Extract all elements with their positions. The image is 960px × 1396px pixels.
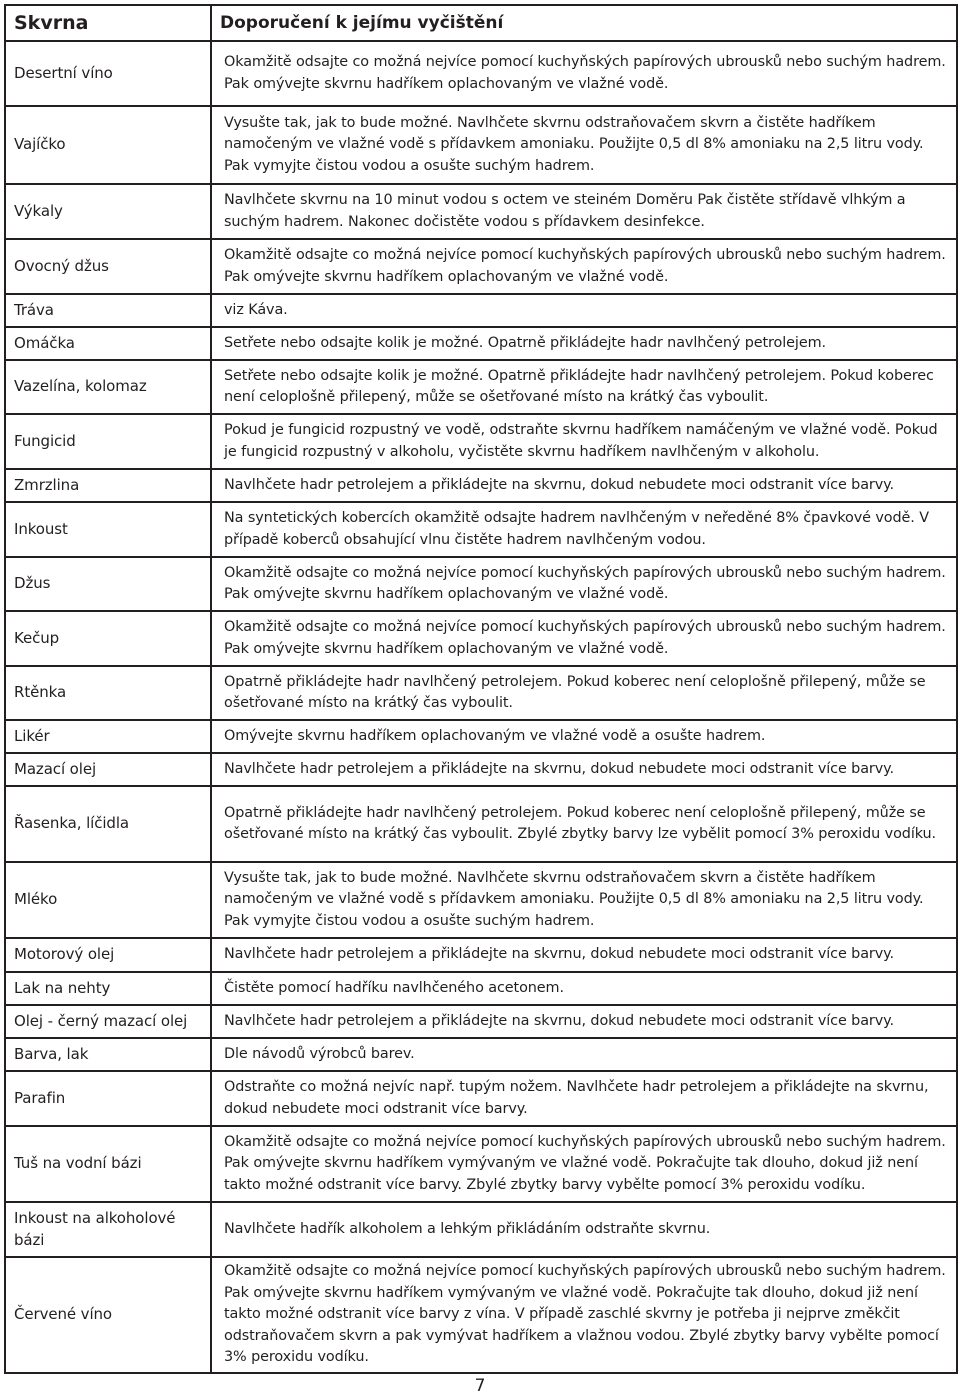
stain-name: Ovocný džus	[5, 239, 211, 294]
stain-advice: Pokud je fungicid rozpustný ve vodě, odstraňte skvrnu hadříkem namáčeným ve vlažné vodě. Pokud je fungicid rozpustný v alkoholu, vyčistěte skvrnu hadříkem navlhčeným v alkoholu.	[211, 414, 957, 469]
stain-advice: Omývejte skvrnu hadříkem oplachovaným ve vlažné vodě a osušte hadrem.	[211, 720, 957, 753]
table-row	[5, 666, 957, 720]
stain-name: Vajíčko	[5, 106, 211, 184]
stain-advice: Odstraňte co možná nejvíc např. tupým nožem. Navlhčete hadr petrolejem a přikládejte na skvrnu, dokud nebudete moci odstranit více barvy.	[211, 1071, 957, 1126]
stain-name: Tuš na vodní bázi	[5, 1126, 211, 1202]
table-row	[5, 557, 957, 611]
header-advice: Doporučení k jejímu vyčištění	[211, 5, 957, 41]
stain-advice: Okamžitě odsajte co možná nejvíce pomocí kuchyňských papírových ubrousků nebo suchým hadrem. Pak omývejte skvrnu hadříkem oplachovaným ve vlažné vodě.	[211, 239, 957, 294]
table-row	[5, 1005, 957, 1038]
table-row	[5, 1257, 957, 1373]
stain-advice: Okamžitě odsajte co možná nejvíce pomocí kuchyňských papírových ubrousků nebo suchým hadrem. Pak omývejte skvrnu hadříkem oplachovaným ve vlažné vodě.	[211, 41, 957, 106]
stain-advice: Setřete nebo odsajte kolik je možné. Opatrně přikládejte hadr navlhčený petrolejem.	[211, 327, 957, 360]
stain-name: Fungicid	[5, 414, 211, 469]
stain-name: Vazelína, kolomaz	[5, 360, 211, 414]
stain-name: Lak na nehty	[5, 972, 211, 1005]
stain-name: Kečup	[5, 611, 211, 666]
table-row	[5, 786, 957, 862]
stain-name: Inkoust na alkoholové bázi	[5, 1202, 211, 1257]
table-body	[5, 41, 957, 1373]
table-row	[5, 753, 957, 786]
stain-name: Červené víno	[5, 1257, 211, 1373]
table-row	[5, 938, 957, 972]
stain-advice: Navlhčete skvrnu na 10 minut vodou s octem ve steiném Doměru Pak čistěte střídavě vlhkým a suchým hadrem. Nakonec dočistěte vodou s přídavkem desinfekce.	[211, 184, 957, 239]
table-row	[5, 239, 957, 294]
stain-advice: Navlhčete hadr petrolejem a přikládejte na skvrnu, dokud nebudete moci odstranit více barvy.	[211, 469, 957, 502]
table-row	[5, 1038, 957, 1071]
page-number: 7	[474, 1376, 486, 1396]
stain-name: Likér	[5, 720, 211, 753]
table-row	[5, 862, 957, 938]
table-row	[5, 106, 957, 184]
stain-name: Inkoust	[5, 502, 211, 557]
stain-advice: Navlhčete hadr petrolejem a přikládejte na skvrnu, dokud nebudete moci odstranit více barvy.	[211, 1005, 957, 1038]
stain-advice: Navlhčete hadr petrolejem a přikládejte na skvrnu, dokud nebudete moci odstranit více barvy.	[211, 753, 957, 786]
table-row	[5, 41, 957, 106]
stain-name: Olej - černý mazací olej	[5, 1005, 211, 1038]
stain-name: Mazací olej	[5, 753, 211, 786]
stain-advice: Okamžitě odsajte co možná nejvíce pomocí kuchyňských papírových ubrousků nebo suchým hadrem. Pak omývejte skvrnu hadříkem oplachovaným ve vlažné vodě.	[211, 557, 957, 611]
stain-name: Motorový olej	[5, 938, 211, 972]
stain-advice: Na syntetických kobercích okamžitě odsajte hadrem navlhčeným v neředěné 8% čpavkové vodě. V případě koberců obsahující vlnu čistěte hadrem navlhčeným vodou.	[211, 502, 957, 557]
stain-name: Zmrzlina	[5, 469, 211, 502]
stain-advice: Navlhčete hadřík alkoholem a lehkým přikládáním odstraňte skvrnu.	[211, 1202, 957, 1257]
stain-advice: Vysušte tak, jak to bude možné. Navlhčete skvrnu odstraňovačem skvrn a čistěte hadříkem namočeným ve vlažné vodě s přídavkem amoniaku. Použijte 0,5 dl 8% amoniaku na 2,5 litru vody. Pak vymyjte čistou vodou a osušte suchým hadrem.	[211, 862, 957, 938]
stain-advice: Navlhčete hadr petrolejem a přikládejte na skvrnu, dokud nebudete moci odstranit více barvy.	[211, 938, 957, 972]
stain-advice: Dle návodů výrobců barev.	[211, 1038, 957, 1071]
stain-name: Barva, lak	[5, 1038, 211, 1071]
stain-name: Rtěnka	[5, 666, 211, 720]
table-row	[5, 972, 957, 1005]
header-stain: Skvrna	[5, 5, 211, 41]
stain-advice: Vysušte tak, jak to bude možné. Navlhčete skvrnu odstraňovačem skvrn a čistěte hadříkem namočeným ve vlažné vodě s přídavkem amoniaku. Použijte 0,5 dl 8% amoniaku na 2,5 litru vody. Pak vymyjte čistou vodou a osušte suchým hadrem.	[211, 106, 957, 184]
table-row	[5, 184, 957, 239]
table-row	[5, 1071, 957, 1126]
table-row	[5, 502, 957, 557]
table-row	[5, 327, 957, 360]
stain-advice: Setřete nebo odsajte kolik je možné. Opatrně přikládejte hadr navlhčený petrolejem. Pokud koberec není celoplošně přilepený, může se ošetřované místo na krátký čas vyboulit.	[211, 360, 957, 414]
stain-advice: Čistěte pomocí hadříku navlhčeného acetonem.	[211, 972, 957, 1005]
stain-advice: viz Káva.	[211, 294, 957, 327]
table-row	[5, 294, 957, 327]
table-row	[5, 360, 957, 414]
stain-advice: Okamžitě odsajte co možná nejvíce pomocí kuchyňských papírových ubrousků nebo suchým hadrem. Pak omývejte skvrnu hadříkem vymývaným ve vlažné vodě. Pokračujte tak dlouho, dokud již není takto možné odstranit více barvy z vína. V případě zaschlé skvrny je potřeba ji nejprve změkčit odstraňovačem skvrn a pak vymývat hadříkem a vlažnou vodou. Zbylé zbytky barvy vybělte pomocí 3% peroxidu vodíku.	[211, 1257, 957, 1373]
stain-advice: Okamžitě odsajte co možná nejvíce pomocí kuchyňských papírových ubrousků nebo suchým hadrem. Pak omývejte skvrnu hadříkem oplachovaným ve vlažné vodě.	[211, 611, 957, 666]
stain-name: Omáčka	[5, 327, 211, 360]
stain-name: Desertní víno	[5, 41, 211, 106]
table-row	[5, 469, 957, 502]
stain-name: Džus	[5, 557, 211, 611]
table-row	[5, 1202, 957, 1257]
stain-name: Řasenka, líčidla	[5, 786, 211, 862]
table-row	[5, 414, 957, 469]
table-header-row	[5, 5, 957, 41]
stain-name: Tráva	[5, 294, 211, 327]
stain-advice: Opatrně přikládejte hadr navlhčený petrolejem. Pokud koberec není celoplošně přilepený, může se ošetřované místo na krátký čas vyboulit.	[211, 666, 957, 720]
stain-name: Mléko	[5, 862, 211, 938]
stain-name: Výkaly	[5, 184, 211, 239]
table-row	[5, 720, 957, 753]
stain-name: Parafin	[5, 1071, 211, 1126]
stain-advice: Okamžitě odsajte co možná nejvíce pomocí kuchyňských papírových ubrousků nebo suchým hadrem. Pak omývejte skvrnu hadříkem vymývaným ve vlažné vodě. Pokračujte tak dlouho, dokud již není takto možné odstranit více barvy. Zbylé zbytky barvy vybělte pomocí 3% peroxidu vodíku.	[211, 1126, 957, 1202]
table-row	[5, 1126, 957, 1202]
table-row	[5, 611, 957, 666]
stain-removal-table	[4, 4, 958, 1374]
stain-advice: Opatrně přikládejte hadr navlhčený petrolejem. Pokud koberec není celoplošně přilepený, může se ošetřované místo na krátký čas vyboulit. Zbylé zbytky barvy lze vybělit pomocí 3% peroxidu vodíku.	[211, 786, 957, 862]
